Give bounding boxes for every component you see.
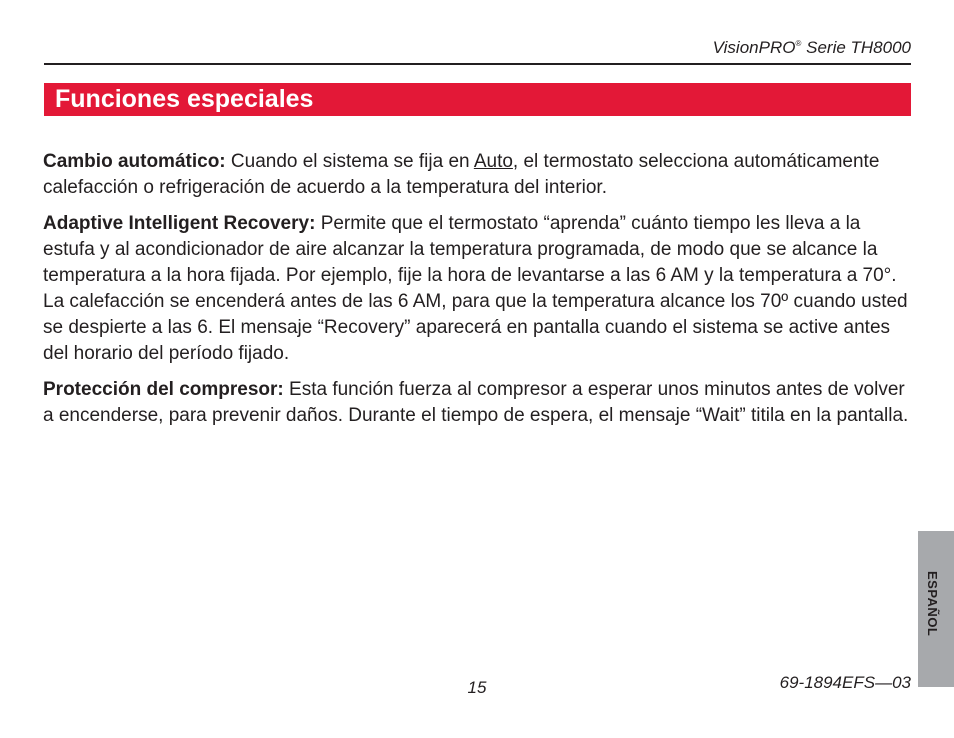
paragraph-text: , el termostato selecciona automáticamente calefacción o refrigeración de acuerdo a la temperatura del interior. (43, 151, 880, 198)
paragraph-auto-changeover (43, 149, 913, 201)
body-content (43, 149, 913, 439)
paragraph-compressor (43, 377, 913, 429)
series-name: Serie TH8000 (806, 38, 911, 57)
section-title: Funciones especiales (55, 85, 314, 113)
registered-mark: ® (795, 39, 802, 48)
paragraph-lead: Adaptive Intelligent Recovery: (43, 213, 316, 234)
auto-term: Auto (473, 151, 513, 172)
paragraph-lead: Cambio automático: (43, 151, 226, 172)
running-header (44, 38, 911, 62)
paragraph-text: Esta función fuerza al compresor a esperar unos minutos antes de volver a encenderse, para prevenir daños. Durante el tiempo de espera, el mensaje “Wait” titila en la pantalla. (43, 379, 909, 426)
document-code: 69-1894EFS—03 (779, 673, 911, 692)
language-tab-label: ESPAÑOL (925, 571, 940, 637)
header-rule (44, 63, 911, 65)
paragraph-text: Permite que el termostato “aprenda” cuánto tiempo les lleva a la estufa y al acondicionador de aire alcanzar la temperatura programada, de modo que se alcance la temperatura a la hora fijada. Por ejemplo, fije la hora de levantarse a las 6 AM y la temperatura a 70°. La calefacción se encenderá antes de las 6 AM, para que la temperatura alcance los 70º cuando usted se despierte a las 6. El mensaje “Recovery” aparecerá en pantalla cuando el sistema se active antes del horario del período fijado. (43, 213, 908, 364)
language-tab (918, 531, 954, 687)
page-number: 15 (467, 678, 487, 697)
product-name: VisionPRO (712, 38, 796, 57)
section-banner (44, 83, 911, 116)
paragraph-lead: Protección del compresor: (43, 379, 284, 400)
paragraph-recovery (43, 211, 913, 367)
paragraph-text: Cuando el sistema se fija en (230, 151, 470, 172)
